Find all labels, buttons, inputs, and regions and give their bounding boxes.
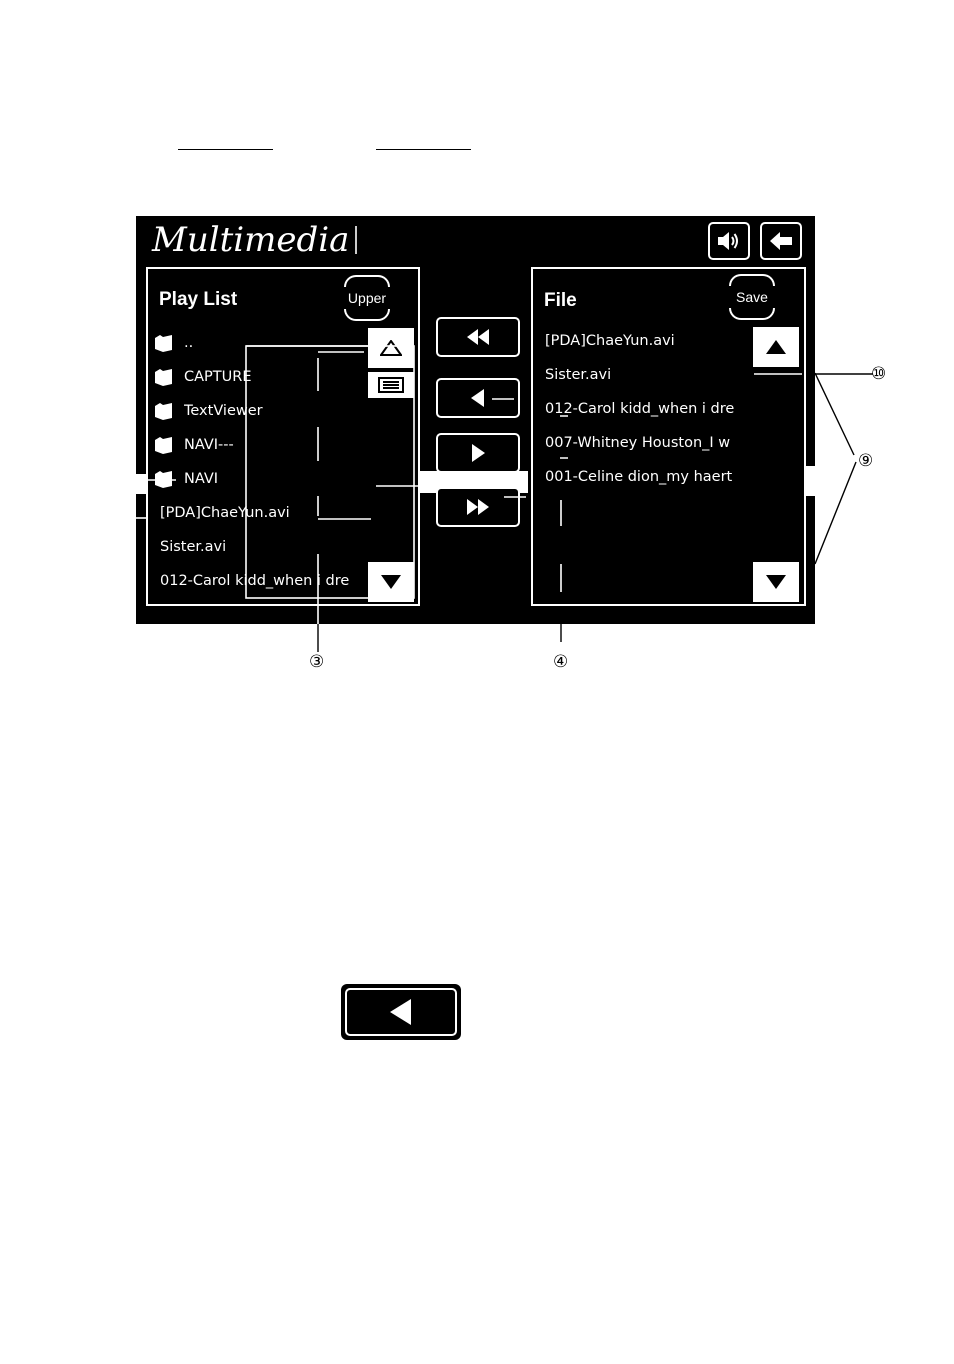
callout-3: ③ (309, 652, 325, 672)
file-panel-title: File (544, 290, 577, 311)
save-button-label: Save (736, 289, 768, 305)
app-title: Multimedia (152, 220, 350, 260)
file-list-row[interactable]: 001-Celine dion_my haert (545, 469, 733, 485)
playlist-file-row[interactable]: 012-Carol kidd_when i dre (160, 573, 350, 589)
folder-label: .. (184, 335, 194, 351)
upper-button-label: Upper (347, 290, 387, 306)
folder-label: CAPTURE (184, 369, 252, 385)
file-list-row[interactable]: 012-Carol kidd_when i dre (545, 401, 735, 417)
file-list-row[interactable]: [PDA]ChaeYun.avi (545, 333, 675, 349)
file-list-row[interactable]: 007-Whitney Houston_I w (545, 435, 731, 451)
file-list-row[interactable]: Sister.avi (545, 367, 612, 383)
playlist-file-row[interactable]: [PDA]ChaeYun.avi (160, 505, 290, 521)
move-left-button-illustration (341, 984, 461, 1040)
callout-9: ⑨ (858, 451, 874, 471)
folder-label: TextViewer (184, 403, 263, 419)
callout-10: ⑩ (871, 364, 887, 384)
playlist-file-row[interactable]: Sister.avi (160, 539, 227, 555)
playlist-title: Play List (159, 289, 238, 310)
folder-label: NAVI--- (184, 437, 234, 453)
move-left-icon (387, 997, 415, 1027)
callout-4: ④ (553, 652, 569, 672)
folder-label: NAVI (184, 471, 219, 487)
